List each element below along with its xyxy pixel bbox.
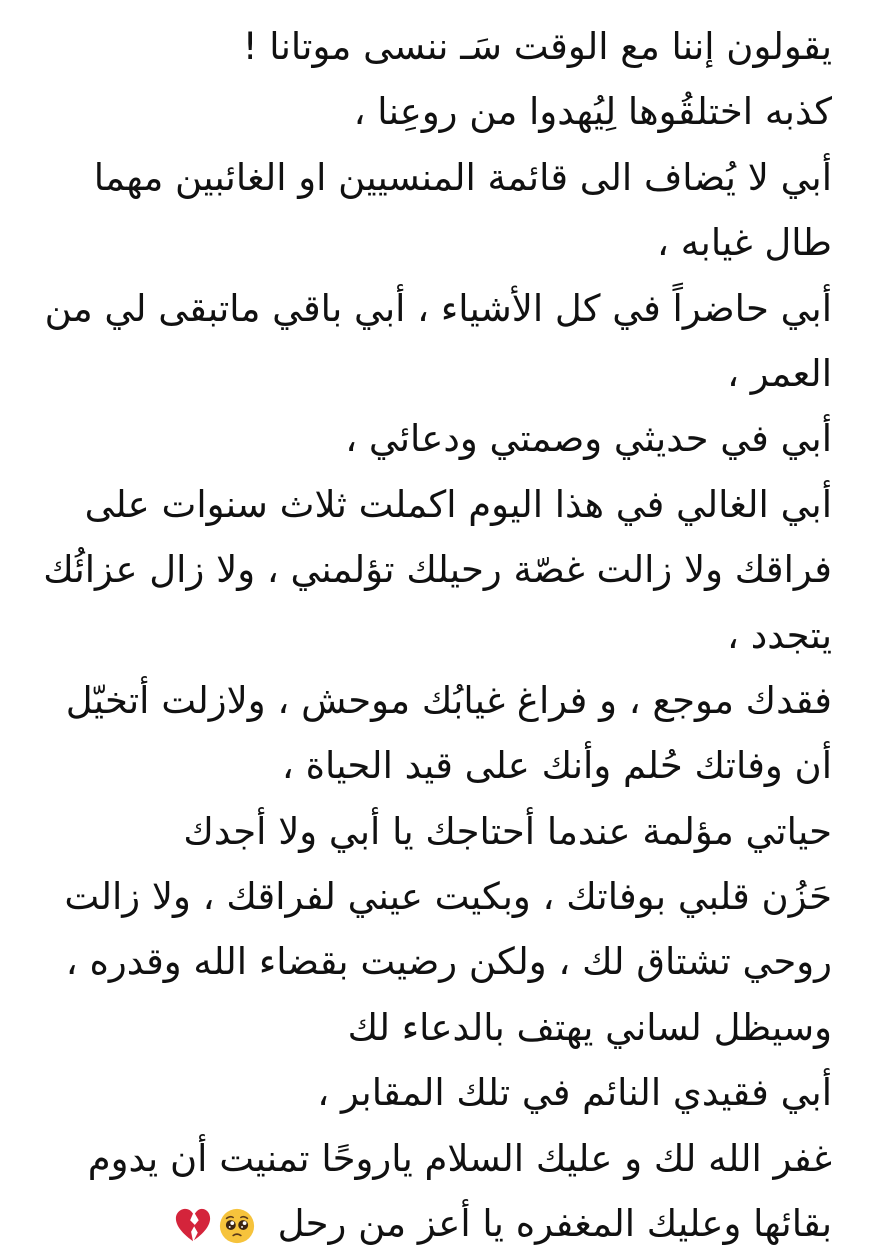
text-line: فقدك موجع ، و فراغ غيابُك موحش ، ولازلت أتخيّل — [65, 678, 832, 722]
text-line: روحي تشتاق لك ، ولكن رضيت بقضاء الله وقدره ، — [65, 940, 832, 984]
text-line: العمر ، — [727, 351, 832, 395]
text-line: حياتي مؤلمة عندما أحتاجك يا أبي ولا أجدك — [183, 809, 832, 853]
text-line: يقولون إننا مع الوقت سَـ ننسى موتانا ! — [242, 25, 832, 68]
text-line: فراقك ولا زالت غصّة رحيلك تؤلمني ، ولا زال عزائُك — [43, 548, 832, 592]
broken-heart-icon — [174, 1207, 212, 1245]
text-line: أبي في حديثي وصمتي ودعائي ، — [345, 417, 832, 461]
pleading-face-icon — [218, 1207, 256, 1245]
text-line: حَزُن قلبي بوفاتك ، وبكيت عيني لفراقك ، ولا زالت — [64, 875, 832, 919]
emoji-group — [174, 1207, 256, 1245]
text-line: أبي الغالي في هذا اليوم اكملت ثلاث سنوات على — [84, 482, 832, 526]
text-line: أن وفاتك حُلم وأنك على قيد الحياة ، — [281, 744, 832, 788]
text-line: أبي فقيدي النائم في تلك المقابر ، — [317, 1071, 832, 1115]
text-line: طال غيابه ، — [657, 221, 832, 265]
text-line: يتجدد ، — [727, 613, 832, 657]
last-line-text: بقائها وعليك المغفره يا أعز من رحل — [277, 1202, 832, 1246]
poem-text — [32, 14, 832, 1256]
text-line: غفر الله لك و عليك السلام ياروحًا تمنيت أن يدوم — [87, 1136, 832, 1180]
text-line: كذبه اختلقُوها لِيُهدوا من روعِنا ، — [353, 90, 832, 134]
text-line: وسيظل لساني يهتف بالدعاء لك — [347, 1005, 832, 1049]
text-line: أبي لا يُضاف الى قائمة المنسيين او الغائبين مهما — [93, 155, 832, 199]
last-line — [32, 1191, 832, 1256]
text-line: أبي حاضراً في كل الأشياء ، أبي باقي ماتبقى لي من — [44, 286, 832, 330]
